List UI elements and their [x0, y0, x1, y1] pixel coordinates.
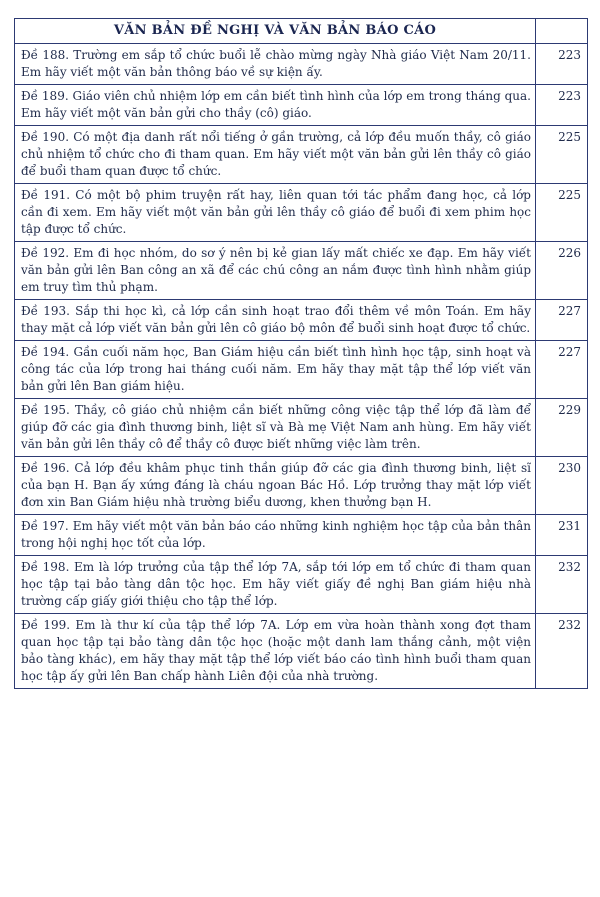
- toc-entry-text: Đề 189. Giáo viên chủ nhiệm lớp em cần biết tình hình của lớp em trong tháng qua. Em hãy viết một văn bản gửi cho thầy (cô) giáo.: [15, 85, 536, 126]
- toc-entry-page: 223: [536, 85, 588, 126]
- toc-entry-page: 225: [536, 126, 588, 184]
- toc-entry-text: Đề 197. Em hãy viết một văn bản báo cáo những kinh nghiệm học tập của bản thân trong hội nghị học tốt của lớp.: [15, 515, 536, 556]
- toc-entry-text: Đề 199. Em là thư kí của tập thể lớp 7A. Lớp em vừa hoàn thành xong đợt tham quan học tập tại bảo tàng dân tộc học (hoặc một danh lam thắng cảnh, một viện bảo tàng khác), em hãy thay mặt tập thể lớp viết báo cáo tình hình buổi tham quan học tập ấy gửi lên Ban chấp hành Liên đội của nhà trường.: [15, 614, 536, 689]
- toc-entry-text: Đề 190. Có một địa danh rất nổi tiếng ở gần trường, cả lớp đều muốn thầy, cô giáo chủ nhiệm tổ chức cho đi tham quan. Em hãy viết một văn bản gửi lên thầy cô giáo để buổi tham quan được tổ chức.: [15, 126, 536, 184]
- toc-entry-text: Đề 196. Cả lớp đều khâm phục tinh thần giúp đỡ các gia đình thương binh, liệt sĩ của bạn H. Bạn ấy xứng đáng là cháu ngoan Bác Hồ. Lớp trưởng thay mặt lớp viết đơn xin Ban Giám hiệu nhà trường biểu dương, khen thưởng bạn H.: [15, 457, 536, 515]
- toc-entry-page: 231: [536, 515, 588, 556]
- section-title: VĂN BẢN ĐỀ NGHỊ VÀ VĂN BẢN BÁO CÁO: [15, 19, 536, 44]
- toc-entry-text: Đề 195. Thầy, cô giáo chủ nhiệm cần biết những công việc tập thể lớp đã làm để giúp đỡ các gia đình thương binh, liệt sĩ và Bà mẹ Việt Nam anh hùng. Em hãy viết văn bản gửi lên thầy cô để thầy cô được biết những việc làm trên.: [15, 399, 536, 457]
- toc-entry-page: 230: [536, 457, 588, 515]
- toc-entry-text: Đề 198. Em là lớp trưởng của tập thể lớp 7A, sắp tới lớp em tổ chức đi tham quan học tập tại bảo tàng dân tộc học. Em hãy viết giấy đề nghị Ban giám hiệu nhà trường cấp giấy giới thiệu cho tập thể lớp.: [15, 556, 536, 614]
- toc-row: [15, 85, 588, 126]
- toc-row: [15, 126, 588, 184]
- toc-entry-text: Đề 193. Sắp thi học kì, cả lớp cần sinh hoạt trao đổi thêm về môn Toán. Em hãy thay mặt cả lớp viết văn bản gửi lên cô giáo bộ môn để buổi sinh hoạt được tổ chức.: [15, 300, 536, 341]
- section-header-page-cell: [536, 19, 588, 44]
- toc-entry-page: 232: [536, 556, 588, 614]
- toc-table: [14, 18, 588, 689]
- toc-entry-text: Đề 194. Gần cuối năm học, Ban Giám hiệu cần biết tình hình học tập, sinh hoạt và công tác của lớp trong hai tháng cuối năm. Em hãy thay mặt tập thể lớp viết văn bản gửi lên Ban giám hiệu.: [15, 341, 536, 399]
- toc-row: [15, 515, 588, 556]
- toc-entry-page: 227: [536, 341, 588, 399]
- toc-row: [15, 300, 588, 341]
- toc-row: [15, 399, 588, 457]
- toc-entry-page: 225: [536, 184, 588, 242]
- toc-row: [15, 242, 588, 300]
- toc-entry-page: 227: [536, 300, 588, 341]
- toc-row: [15, 457, 588, 515]
- toc-row: [15, 341, 588, 399]
- toc-row: [15, 44, 588, 85]
- toc-page: [14, 18, 587, 689]
- toc-row: [15, 556, 588, 614]
- toc-entry-page: 232: [536, 614, 588, 689]
- toc-row: [15, 184, 588, 242]
- toc-entry-page: 223: [536, 44, 588, 85]
- toc-entry-page: 226: [536, 242, 588, 300]
- toc-entry-text: Đề 188. Trường em sắp tổ chức buổi lễ chào mừng ngày Nhà giáo Việt Nam 20/11. Em hãy viết một văn bản thông báo về sự kiện ấy.: [15, 44, 536, 85]
- toc-row: [15, 614, 588, 689]
- section-header-row: [15, 19, 588, 44]
- toc-entry-page: 229: [536, 399, 588, 457]
- toc-entry-text: Đề 191. Có một bộ phim truyện rất hay, liên quan tới tác phẩm đang học, cả lớp cần đi xem. Em hãy viết một văn bản gửi lên thầy cô giáo để buổi đi xem phim học tập được tổ chức.: [15, 184, 536, 242]
- toc-entry-text: Đề 192. Em đi học nhóm, do sơ ý nên bị kẻ gian lấy mất chiếc xe đạp. Em hãy viết văn bản gửi lên Ban công an xã để các chú công an nắm được tình hình nhằm giúp em truy tìm thủ phạm.: [15, 242, 536, 300]
